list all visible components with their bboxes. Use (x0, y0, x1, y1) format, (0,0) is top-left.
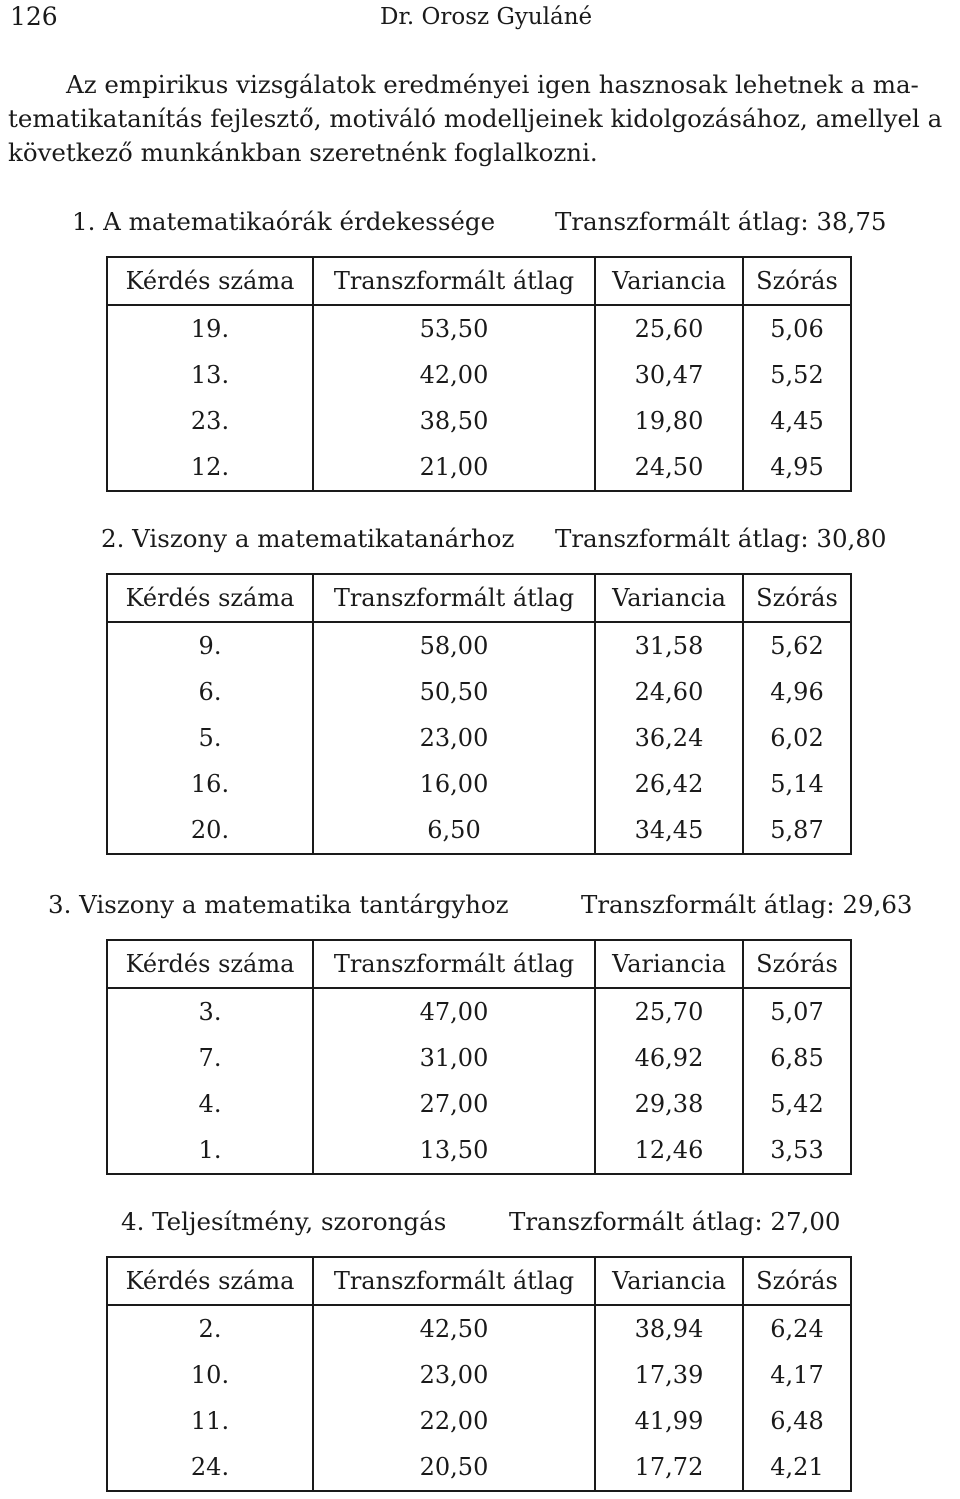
table-cell: 20,50 (313, 1444, 595, 1491)
table-cell: 23. (107, 398, 313, 444)
section-title: 1. A matematikaórák érdekessége (72, 207, 496, 236)
section-title: 4. Teljesítmény, szorongás (121, 1207, 447, 1236)
table-cell: 16. (107, 761, 313, 807)
table-cell: 7. (107, 1035, 313, 1081)
data-table (106, 1256, 852, 1492)
column-header: Kérdés száma (107, 257, 313, 305)
table-cell: 17,72 (595, 1444, 743, 1491)
page-number: 126 (10, 2, 58, 31)
running-head: Dr. Orosz Gyuláné (380, 4, 593, 30)
table-cell: 5,06 (743, 305, 851, 352)
table-cell: 42,00 (313, 352, 595, 398)
table-cell: 19,80 (595, 398, 743, 444)
column-header: Transzformált átlag (313, 574, 595, 622)
table-header-row (107, 257, 851, 305)
table-row (107, 715, 851, 761)
table-cell: 19. (107, 305, 313, 352)
table-cell: 5,52 (743, 352, 851, 398)
table-row (107, 1305, 851, 1352)
table-cell: 5,62 (743, 622, 851, 669)
table-cell: 34,45 (595, 807, 743, 854)
table-cell: 11. (107, 1398, 313, 1444)
table-cell: 31,58 (595, 622, 743, 669)
column-header: Variancia (595, 940, 743, 988)
table-cell: 5,42 (743, 1081, 851, 1127)
table-header-row (107, 1257, 851, 1305)
table-cell: 21,00 (313, 444, 595, 491)
table-cell: 36,24 (595, 715, 743, 761)
table-cell: 25,60 (595, 305, 743, 352)
table-cell: 12. (107, 444, 313, 491)
table-cell: 6,24 (743, 1305, 851, 1352)
table-cell: 4,45 (743, 398, 851, 444)
table-cell: 6,02 (743, 715, 851, 761)
table-cell: 10. (107, 1352, 313, 1398)
section-average: Transzformált átlag: 30,80 (555, 524, 887, 553)
table-cell: 13. (107, 352, 313, 398)
table-cell: 2. (107, 1305, 313, 1352)
section-average: Transzformált átlag: 27,00 (509, 1207, 841, 1236)
table-cell: 9. (107, 622, 313, 669)
table-row (107, 669, 851, 715)
table-row (107, 352, 851, 398)
table-cell: 1. (107, 1127, 313, 1174)
table-cell: 3. (107, 988, 313, 1035)
column-header: Transzformált átlag (313, 940, 595, 988)
table-row (107, 988, 851, 1035)
table-cell: 42,50 (313, 1305, 595, 1352)
table-cell: 50,50 (313, 669, 595, 715)
column-header: Szórás (743, 1257, 851, 1305)
table-cell: 6,48 (743, 1398, 851, 1444)
table-row (107, 807, 851, 854)
column-header: Kérdés száma (107, 1257, 313, 1305)
column-header: Variancia (595, 574, 743, 622)
table-cell: 6. (107, 669, 313, 715)
table-row (107, 761, 851, 807)
table-cell: 24,50 (595, 444, 743, 491)
section-average: Transzformált átlag: 38,75 (555, 207, 887, 236)
table-row (107, 1398, 851, 1444)
data-table (106, 256, 852, 492)
column-header: Variancia (595, 1257, 743, 1305)
column-header: Kérdés száma (107, 574, 313, 622)
paragraph-line: következő munkánkban szeretnénk foglalkozni. (8, 138, 598, 167)
table-cell: 46,92 (595, 1035, 743, 1081)
table-cell: 38,94 (595, 1305, 743, 1352)
table-cell: 24,60 (595, 669, 743, 715)
section-title: 3. Viszony a matematika tantárgyhoz (48, 890, 509, 919)
table-cell: 5,07 (743, 988, 851, 1035)
table-cell: 4. (107, 1081, 313, 1127)
table-cell: 13,50 (313, 1127, 595, 1174)
paragraph-line: tematikatanítás fejlesztő, motiváló modelljeinek kidolgozásához, amellyel a (8, 104, 943, 133)
table-cell: 38,50 (313, 398, 595, 444)
table-cell: 4,96 (743, 669, 851, 715)
table-cell: 16,00 (313, 761, 595, 807)
table-cell: 26,42 (595, 761, 743, 807)
table-cell: 25,70 (595, 988, 743, 1035)
section-title: 2. Viszony a matematikatanárhoz (101, 524, 515, 553)
table-cell: 23,00 (313, 715, 595, 761)
table-row (107, 1352, 851, 1398)
column-header: Transzformált átlag (313, 257, 595, 305)
paragraph-line: Az empirikus vizsgálatok eredményei igen hasznosak lehetnek a ma- (66, 70, 919, 99)
table-cell: 17,39 (595, 1352, 743, 1398)
data-table (106, 573, 852, 855)
table-cell: 5. (107, 715, 313, 761)
table-header-row (107, 574, 851, 622)
table-cell: 47,00 (313, 988, 595, 1035)
table-cell: 31,00 (313, 1035, 595, 1081)
column-header: Transzformált átlag (313, 1257, 595, 1305)
table-row (107, 1035, 851, 1081)
table-cell: 5,14 (743, 761, 851, 807)
table-cell: 4,95 (743, 444, 851, 491)
data-table (106, 939, 852, 1175)
table-cell: 5,87 (743, 807, 851, 854)
table-row (107, 398, 851, 444)
table-row (107, 1444, 851, 1491)
table-cell: 58,00 (313, 622, 595, 669)
table-header-row (107, 940, 851, 988)
table-cell: 12,46 (595, 1127, 743, 1174)
table-cell: 41,99 (595, 1398, 743, 1444)
table-cell: 6,85 (743, 1035, 851, 1081)
table-cell: 30,47 (595, 352, 743, 398)
table-cell: 22,00 (313, 1398, 595, 1444)
table-cell: 4,21 (743, 1444, 851, 1491)
table-row (107, 305, 851, 352)
table-cell: 27,00 (313, 1081, 595, 1127)
table-cell: 4,17 (743, 1352, 851, 1398)
table-row (107, 1127, 851, 1174)
table-row (107, 1081, 851, 1127)
column-header: Szórás (743, 257, 851, 305)
table-row (107, 444, 851, 491)
section-average: Transzformált átlag: 29,63 (581, 890, 913, 919)
column-header: Kérdés száma (107, 940, 313, 988)
column-header: Szórás (743, 940, 851, 988)
table-row (107, 622, 851, 669)
table-cell: 29,38 (595, 1081, 743, 1127)
column-header: Szórás (743, 574, 851, 622)
table-cell: 3,53 (743, 1127, 851, 1174)
table-cell: 20. (107, 807, 313, 854)
table-cell: 6,50 (313, 807, 595, 854)
column-header: Variancia (595, 257, 743, 305)
table-cell: 53,50 (313, 305, 595, 352)
table-cell: 24. (107, 1444, 313, 1491)
table-cell: 23,00 (313, 1352, 595, 1398)
